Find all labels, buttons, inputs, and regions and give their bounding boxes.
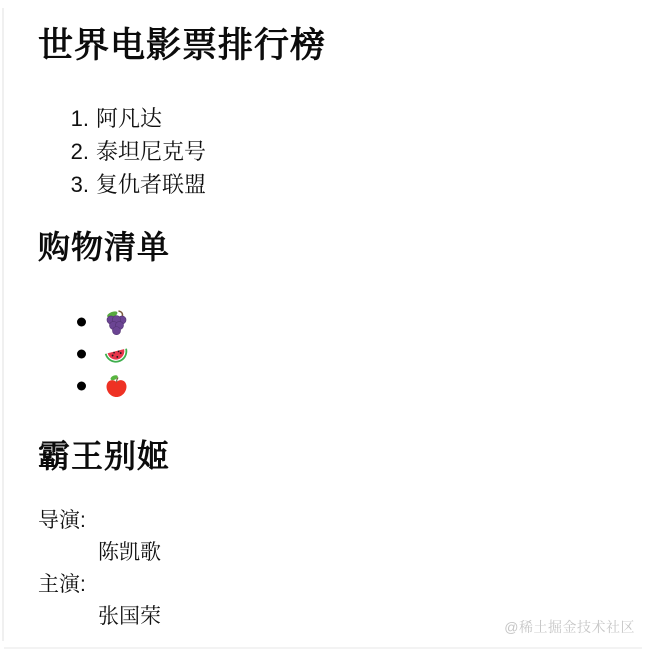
apple-icon bbox=[103, 373, 130, 400]
movie-ranking-list bbox=[38, 102, 612, 201]
list-item-movie-3: 3. 复仇者联盟 bbox=[96, 168, 612, 201]
movie-ranking-heading: 世界电影票排行榜 bbox=[38, 26, 327, 65]
list-item-apple bbox=[103, 370, 612, 402]
movie-detail-heading: 霸王别姬 bbox=[38, 438, 171, 474]
credit-detail-director: 陈凯歌 bbox=[98, 541, 161, 564]
credit-detail-star: 张国荣 bbox=[98, 605, 161, 628]
movie-credits-list bbox=[38, 505, 612, 633]
list-item-grapes bbox=[103, 306, 612, 338]
credit-term-star: 主演: bbox=[38, 573, 86, 596]
list-item-movie-1: 1. 阿凡达 bbox=[96, 102, 612, 135]
left-edge-border bbox=[2, 8, 4, 641]
credit-term-director: 导演: bbox=[38, 509, 86, 532]
shopping-list bbox=[38, 306, 612, 402]
list-item-watermelon bbox=[103, 338, 612, 370]
watermark: @稀土掘金技术社区 bbox=[504, 619, 635, 635]
grapes-icon bbox=[103, 309, 130, 336]
bottom-edge-border bbox=[4, 647, 642, 649]
shopping-list-heading: 购物清单 bbox=[38, 229, 171, 265]
watermelon-icon bbox=[103, 341, 130, 368]
list-item-movie-2: 2. 泰坦尼克号 bbox=[96, 135, 612, 168]
